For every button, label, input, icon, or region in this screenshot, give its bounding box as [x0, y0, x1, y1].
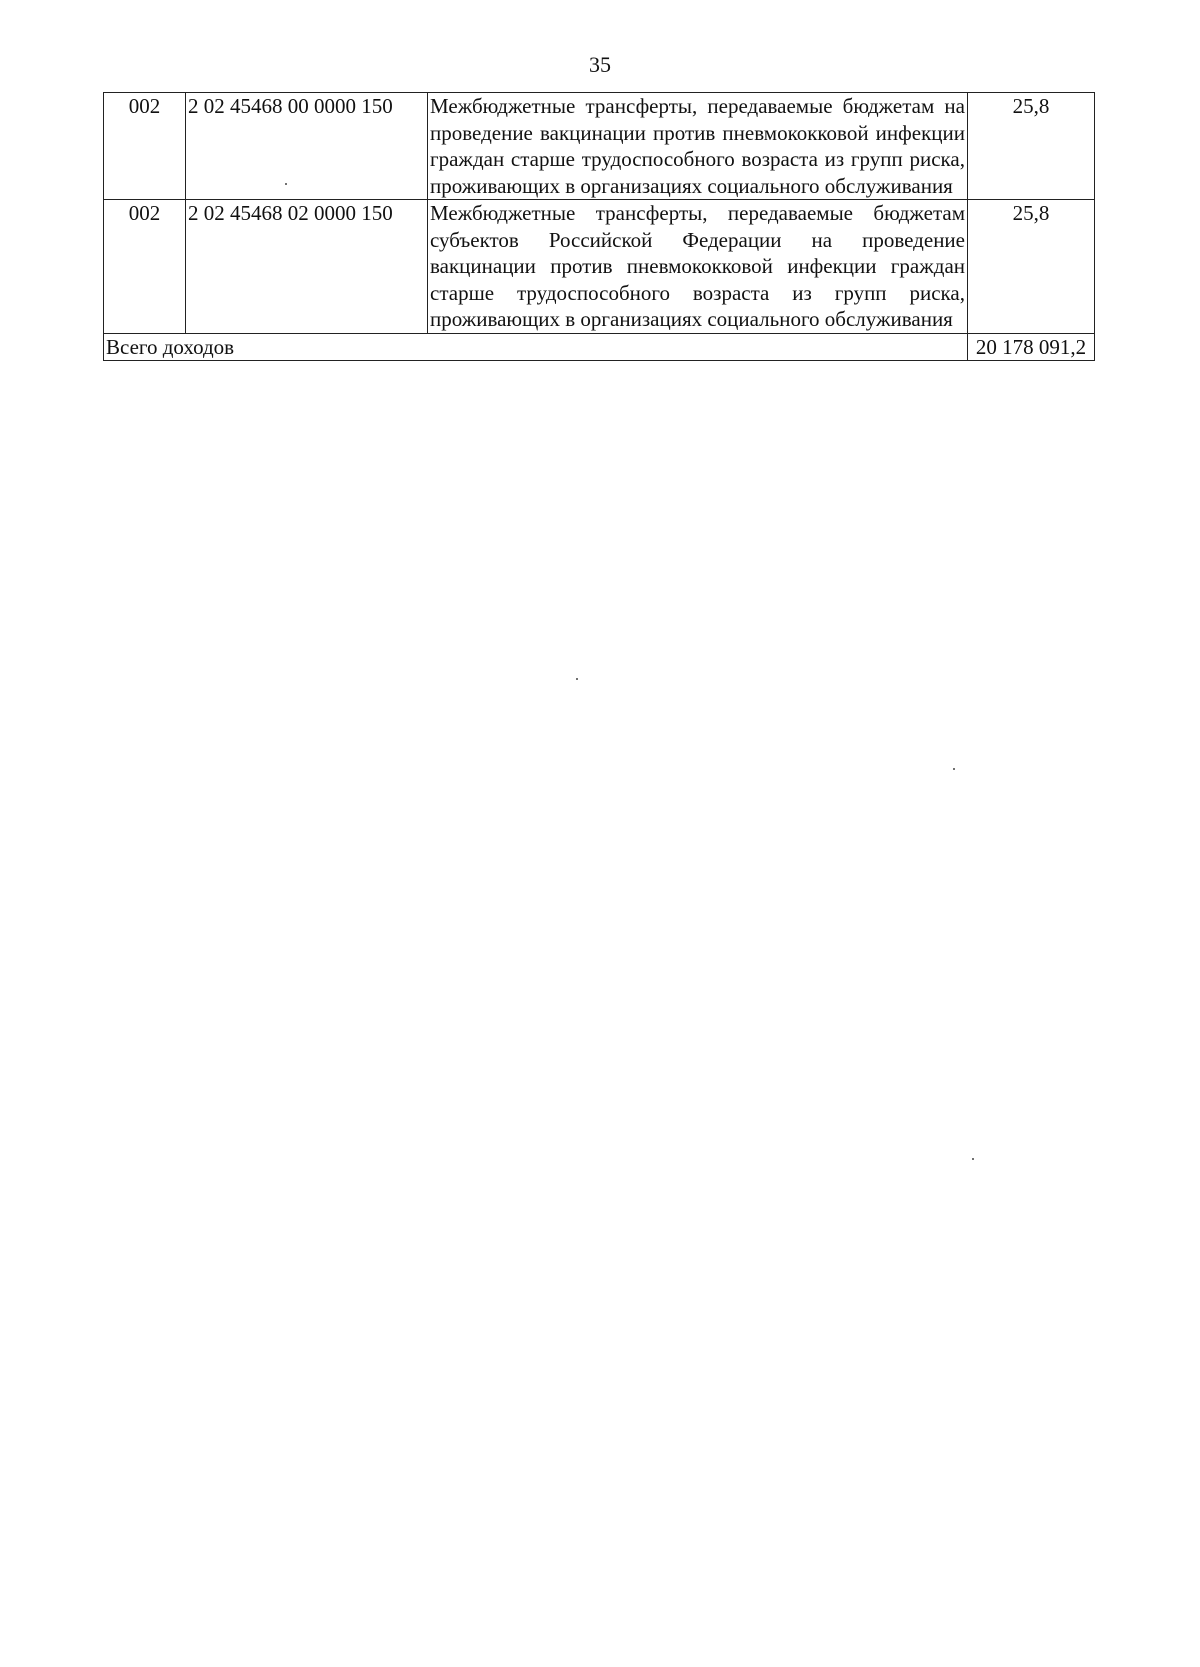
scan-speck: [285, 183, 287, 185]
total-label: Всего доходов: [104, 333, 968, 361]
table-row: [104, 200, 1095, 334]
budget-code-cell: 2 02 45468 00 0000 150: [186, 93, 428, 200]
total-amount: 20 178 091,2: [968, 333, 1095, 361]
scan-speck: [953, 768, 955, 770]
amount-cell: 25,8: [968, 200, 1095, 334]
page-number: 35: [589, 52, 611, 77]
budget-code-cell: 2 02 45468 02 0000 150: [186, 200, 428, 334]
total-row: [104, 333, 1095, 361]
scan-speck: [576, 678, 578, 680]
admin-code-cell: 002: [104, 93, 186, 200]
revenue-name-cell: Межбюджетные трансферты, передаваемые бюджетам на проведение вакцинации против пневмококковой инфекции граждан старше трудоспособного возраста из групп риска, проживающих в организациях социального обслуживания: [428, 93, 968, 200]
table-row: [104, 93, 1095, 200]
scan-speck: [972, 1158, 974, 1160]
revenue-table: [103, 92, 1095, 361]
admin-code-cell: 002: [104, 200, 186, 334]
revenue-name-cell: Межбюджетные трансферты, передаваемые бюджетам субъектов Российской Федерации на проведение вакцинации против пневмококковой инфекции граждан старше трудоспособного возраста из групп риска, проживающих в организациях социального обслуживания: [428, 200, 968, 334]
amount-cell: 25,8: [968, 93, 1095, 200]
